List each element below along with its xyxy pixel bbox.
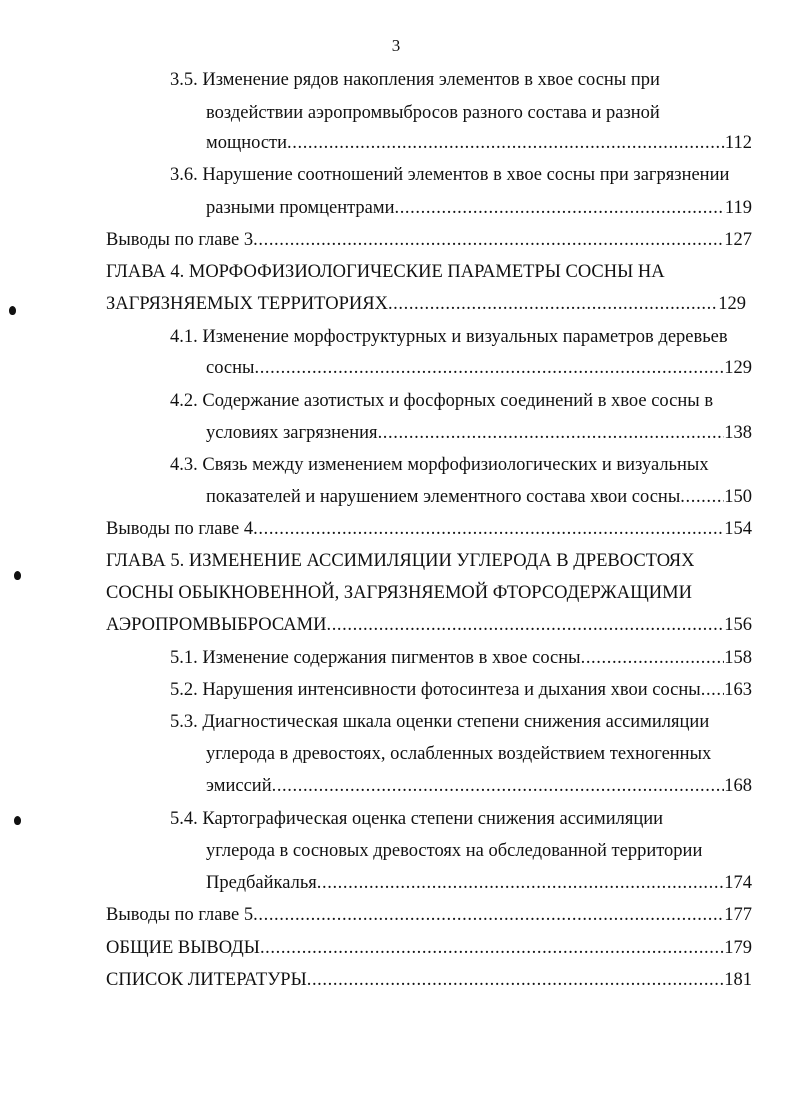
- toc-3-5-line-1: 3.5. Изменение рядов накопления элементов в хвое сосны при: [170, 70, 660, 90]
- binding-hole-mark: [14, 816, 21, 825]
- dot-leader: [680, 485, 724, 509]
- toc-conclusions-4-entry: [106, 517, 752, 541]
- toc-4-2-page: 138: [724, 423, 752, 443]
- toc-conclusions-3-text: Выводы по главе 3: [106, 230, 254, 250]
- toc-5-3-line-1: 5.3. Диагностическая шкала оценки степени снижения ассимиляции: [170, 712, 710, 732]
- toc-4-2-line-2: условиях загрязнения: [206, 423, 378, 443]
- page-number: 3: [391, 36, 401, 55]
- toc-chapter-5-page: 156: [724, 615, 752, 635]
- toc-5-1-line-1: 5.1. Изменение содержания пигментов в хвое сосны: [170, 648, 581, 668]
- toc-3-5-line-2: воздействии аэропромвыбросов разного состава и разной: [206, 103, 660, 123]
- toc-5-2-entry: [170, 678, 752, 702]
- toc-5-4-line-2: углерода в сосновых древостоях на обследованной территории: [206, 841, 703, 861]
- toc-conclusions-3-entry: [106, 228, 752, 252]
- toc-5-4-page: 174: [724, 873, 752, 893]
- toc-bibliography-text: СПИСОК ЛИТЕРАТУРЫ: [106, 970, 307, 990]
- toc-chapter-5-line-2: СОСНЫ ОБЫКНОВЕННОЙ, ЗАГРЯЗНЯЕМОЙ ФТОРСОДЕРЖАЩИМИ: [106, 583, 692, 603]
- dot-leader: [253, 228, 724, 252]
- dot-leader: [394, 196, 724, 220]
- toc-4-1-line-1: 4.1. Изменение морфоструктурных и визуальных параметров деревьев: [170, 327, 728, 347]
- toc-conclusions-5-page: 177: [724, 905, 752, 925]
- toc-bibliography-page: 181: [724, 970, 752, 990]
- toc-conclusions-3-page: 127: [724, 230, 752, 250]
- toc-general-conclusions-entry: [106, 936, 752, 960]
- dot-leader: [254, 356, 724, 380]
- toc-chapter-4-entry: [106, 292, 746, 316]
- toc-3-6-page: 119: [724, 198, 752, 218]
- toc-chapter-5-line-1: ГЛАВА 5. ИЗМЕНЕНИЕ АССИМИЛЯЦИИ УГЛЕРОДА В ДРЕВОСТОЯХ: [106, 551, 695, 571]
- dot-leader: [581, 646, 725, 670]
- dot-leader: [701, 678, 725, 702]
- toc-5-2-page: 163: [724, 680, 752, 700]
- toc-conclusions-5-entry: [106, 903, 752, 927]
- dot-leader: [307, 968, 725, 992]
- toc-5-3-line-2: углерода в древостоях, ослабленных воздействием техногенных: [206, 744, 712, 764]
- toc-4-1-entry: [206, 356, 752, 380]
- toc-5-3-entry: [206, 774, 752, 798]
- toc-5-1-entry: [170, 646, 752, 670]
- toc-chapter-5-line-3: АЭРОПРОМВЫБРОСАМИ: [106, 615, 327, 635]
- toc-5-3-line-3: эмиссий: [206, 776, 272, 796]
- toc-4-3-line-1: 4.3. Связь между изменением морфофизиологических и визуальных: [170, 455, 709, 475]
- dot-leader: [253, 517, 724, 541]
- toc-3-5-page: 112: [724, 133, 752, 153]
- toc-chapter-4-line-2: ЗАГРЯЗНЯЕМЫХ ТЕРРИТОРИЯХ: [106, 294, 388, 314]
- dot-leader: [388, 292, 718, 316]
- toc-4-2-line-1: 4.2. Содержание азотистых и фосфорных соединений в хвое сосны в: [170, 391, 714, 411]
- toc-3-6-line-1: 3.6. Нарушение соотношений элементов в хвое сосны при загрязнении: [170, 165, 730, 185]
- dot-leader: [326, 613, 724, 637]
- toc-4-3-page: 150: [724, 487, 752, 507]
- toc-3-6-entry: [206, 196, 752, 220]
- toc-3-5-entry: [206, 131, 752, 155]
- toc-5-4-line-1: 5.4. Картографическая оценка степени снижения ассимиляции: [170, 809, 664, 829]
- toc-5-3-page: 168: [724, 776, 752, 796]
- dot-leader: [287, 131, 725, 155]
- toc-general-conclusions-text: ОБЩИЕ ВЫВОДЫ: [106, 938, 260, 958]
- toc-4-1-page: 129: [724, 358, 752, 378]
- toc-3-5-line-3: мощности: [206, 133, 288, 153]
- dot-leader: [260, 936, 724, 960]
- toc-4-3-line-2: показателей и нарушением элементного состава хвои сосны: [206, 487, 681, 507]
- dot-leader: [317, 871, 724, 895]
- toc-chapter-4-line-1: ГЛАВА 4. МОРФОФИЗИОЛОГИЧЕСКИЕ ПАРАМЕТРЫ СОСНЫ НА: [106, 262, 665, 282]
- toc-5-2-line-1: 5.2. Нарушения интенсивности фотосинтеза и дыхания хвои сосны: [170, 680, 701, 700]
- toc-5-1-page: 158: [724, 648, 752, 668]
- toc-bibliography-entry: [106, 968, 752, 992]
- binding-hole-mark: [14, 571, 21, 580]
- toc-5-4-entry: [206, 871, 752, 895]
- toc-4-1-line-2: сосны: [206, 358, 255, 378]
- binding-hole-mark: [9, 306, 16, 315]
- toc-5-4-line-3: Предбайкалья: [206, 873, 317, 893]
- dot-leader: [253, 903, 724, 927]
- toc-4-2-entry: [206, 421, 752, 445]
- toc-chapter-5-entry: [106, 613, 752, 637]
- toc-conclusions-5-text: Выводы по главе 5: [106, 905, 254, 925]
- toc-conclusions-4-page: 154: [724, 519, 752, 539]
- toc-3-6-line-2: разными промцентрами: [206, 198, 395, 218]
- toc-4-3-entry: [206, 485, 752, 509]
- toc-chapter-4-page: 129: [718, 294, 746, 314]
- toc-general-conclusions-page: 179: [724, 938, 752, 958]
- dot-leader: [378, 421, 725, 445]
- dot-leader: [272, 774, 725, 798]
- toc-conclusions-4-text: Выводы по главе 4: [106, 519, 254, 539]
